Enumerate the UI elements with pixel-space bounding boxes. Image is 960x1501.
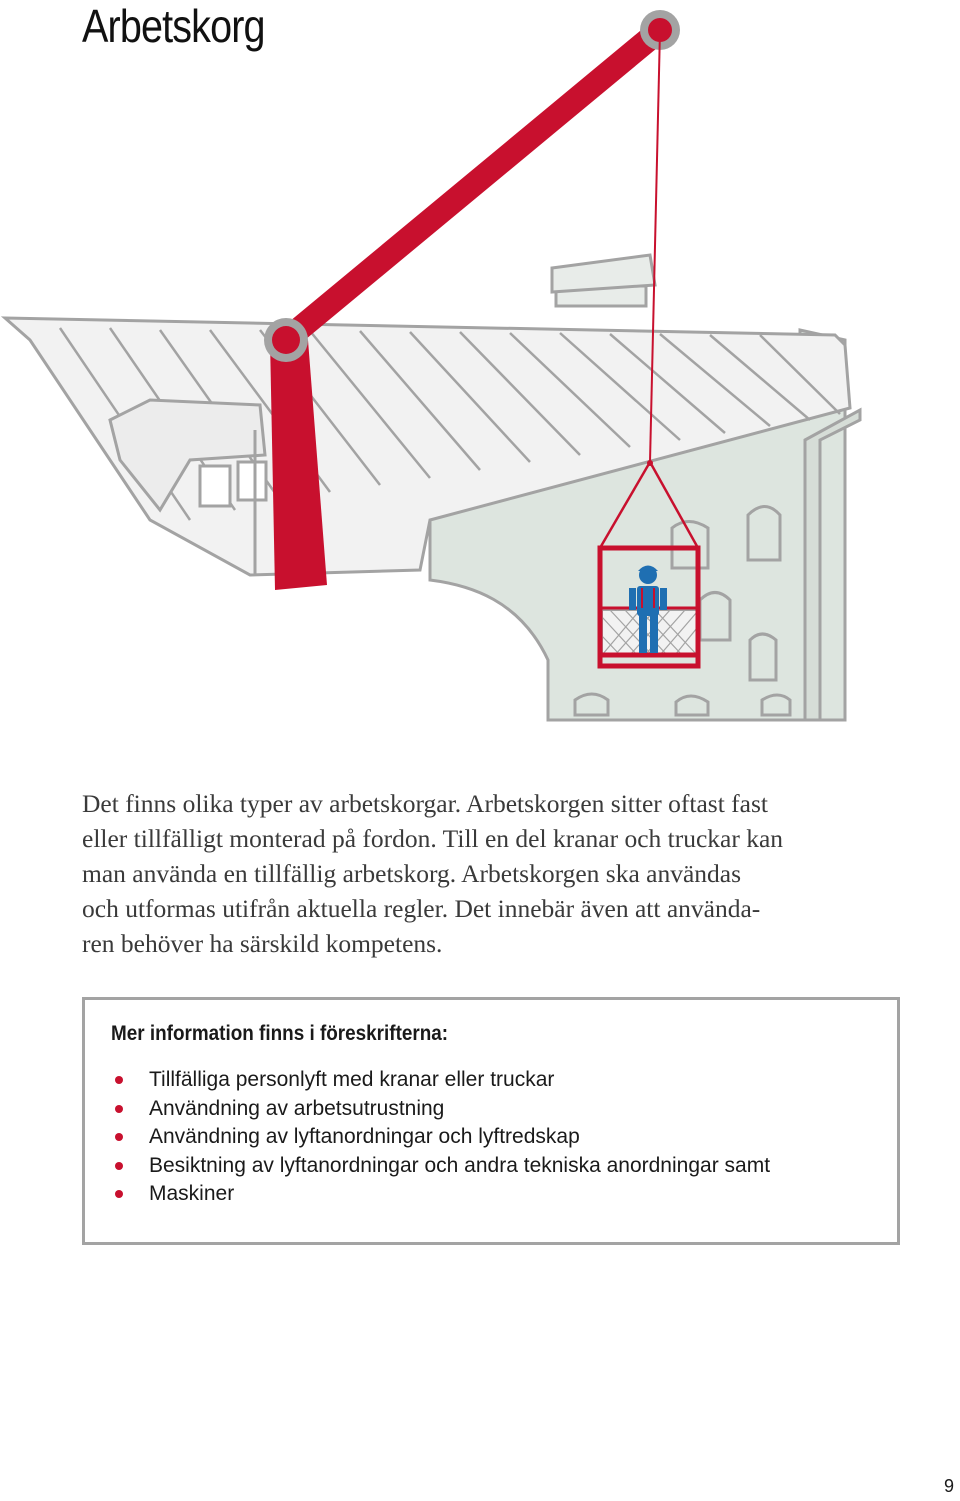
body-paragraph xyxy=(82,786,912,961)
list-item xyxy=(111,1152,770,1181)
bullet-icon xyxy=(115,1076,123,1084)
page-number: 9 xyxy=(943,1476,954,1496)
body-line: Det finns olika typer av arbetskorgar. Arbetskorgen sitter oftast fast xyxy=(82,789,768,818)
bullet-icon xyxy=(115,1162,123,1170)
list-item-label: Tillfälliga personlyft med kranar eller truckar xyxy=(149,1068,555,1091)
info-heading: Mer information finns i föreskrifterna: xyxy=(111,1022,449,1045)
list-item xyxy=(111,1180,770,1209)
body-line: eller tillfälligt monterad på fordon. Till en del kranar och truckar kan xyxy=(82,824,784,853)
bullet-icon xyxy=(115,1133,123,1141)
info-box xyxy=(82,997,900,1245)
body-line: man använda en tillfällig arbetskorg. Arbetskorgen ska användas xyxy=(82,859,742,888)
list-item-label: Användning av lyftanordningar och lyftredskap xyxy=(149,1125,580,1149)
regulations-list xyxy=(111,1066,770,1209)
list-item xyxy=(111,1066,770,1095)
list-item-label: Användning av arbetsutrustning xyxy=(149,1096,445,1120)
list-item xyxy=(111,1095,770,1124)
page-title: Arbetskorg xyxy=(82,0,265,52)
body-line: ren behöver ha särskild kompetens. xyxy=(82,929,443,958)
body-line: och utformas utifrån aktuella regler. Det innebär även att använda- xyxy=(82,894,761,923)
bullet-icon xyxy=(115,1105,123,1113)
list-item-label: Maskiner xyxy=(149,1182,235,1206)
list-item-label: Besiktning av lyftanordningar och andra tekniska anordningar samt xyxy=(149,1153,771,1177)
bullet-icon xyxy=(115,1190,123,1198)
list-item xyxy=(111,1123,770,1152)
crane-basket-illustration xyxy=(0,0,960,740)
